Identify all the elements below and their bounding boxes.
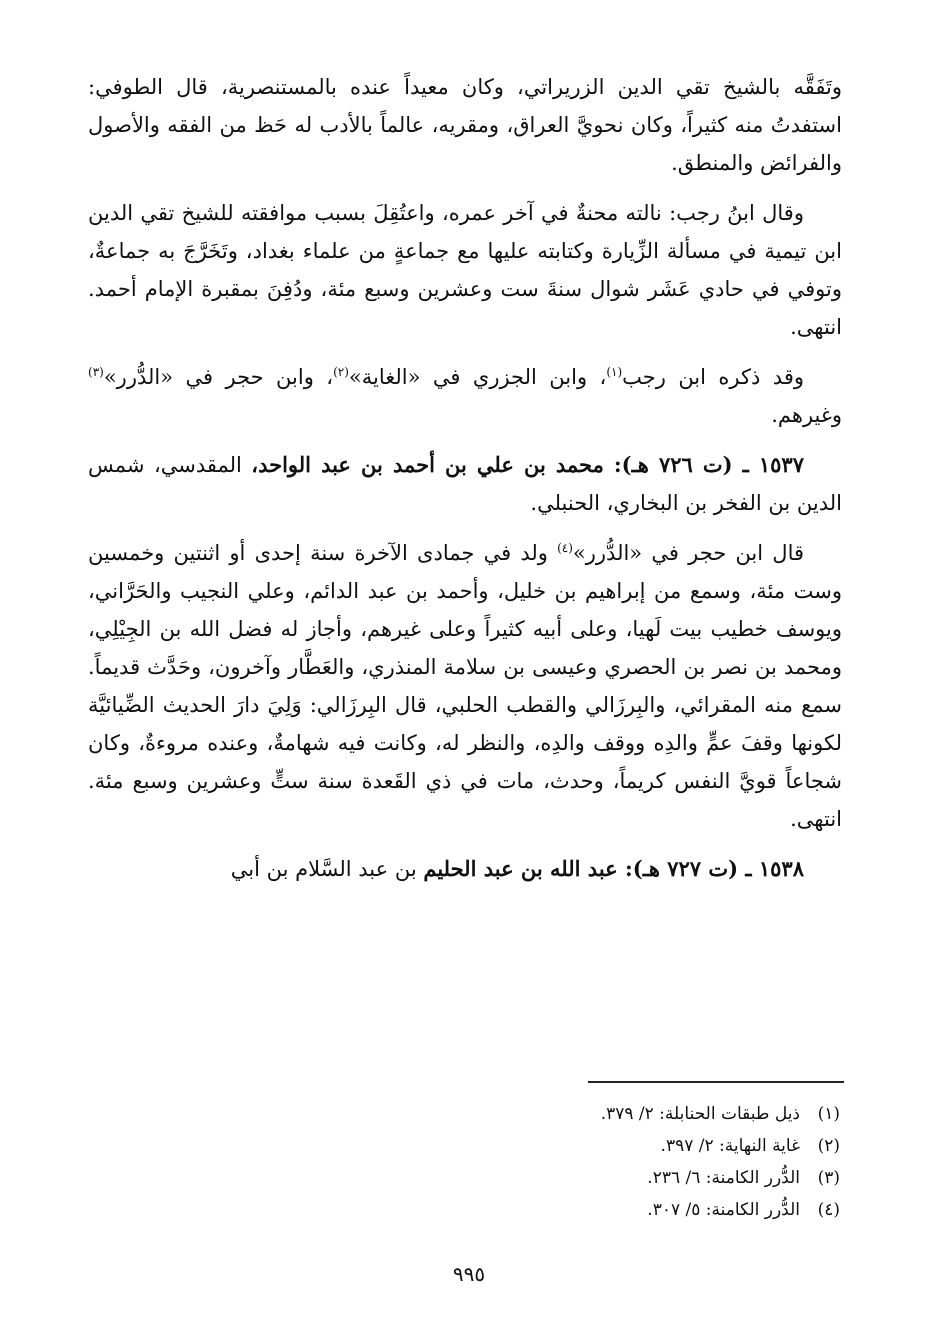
footnote-item [300, 1098, 840, 1130]
paragraph-text: وغيرهم. [771, 403, 842, 427]
entry-1538 [88, 850, 842, 888]
paragraph-text: ولد في جمادى الآخرة سنة إحدى أو اثنتين وخمسين وست مئة، وسمع من إبراهيم بن خليل، وأحمد بن عبد الدائم، وعلي النجيب والحَرَّاني، ويوسف خطيب بيت لَهيا، وعلى أبيه كثيراً وعلى غيرهم، وأجاز له فضل الله بن الجِيْلِي، ومحمد بن نصر بن الحصري وعيسى بن سلامة المنذري، والعَطَّار وآخرون، وحَدَّث قديماً. سمع منه المقرائي، والبِرزَالي والقطب الحلبي، قال البِرزَالي: وَلِيَ دارَ الحديث الضِّيائيَّة لكونها وقفَ عمٍّ والدِه ووقف والدِه، والنظر له، وكانت فيه شهامةٌ، وعنده مروءةٌ، وكان شجاعاً قويَّ النفس كريماً، وحدث، مات في ذي القَعدة سنة ستٍّ وعشرين وسبع مئة. انتهى. [88, 541, 842, 831]
paragraph-3 [88, 358, 842, 434]
paragraph-text: وقد ذكره ابن رجب [622, 365, 805, 389]
footnote-ref: (٢) [333, 365, 349, 379]
footnote-text: الدُّرر الكامنة: ٥/ ٣٠٧. [647, 1200, 800, 1220]
paragraph-text: وقال ابنُ رجب: نالته محنةٌ في آخر عمره، واعتُقِلَ بسبب موافقته للشيخ تقي الدين ابن تيمية في مسألة الزِّيارة وكتابته عليها مع جماعةٍ من علماء بغداد، وتَخَرَّجَ به جماعةٌ، وتوفي في حادي عَشَر شوال سنةَ ست وعشرين وسبع مئة، ودُفِنَ بمقبرة الإمام أحمد. انتهى. [88, 201, 842, 339]
page-number: ٩٩٥ [452, 1262, 486, 1286]
footnote-ref: (٤) [557, 541, 573, 555]
footnote-number: (١) [817, 1104, 840, 1124]
entry-heading: ١٥٣٧ ـ (ت ٧٢٦ هـ): محمد بن علي بن أحمد بن عبد الواحد، [251, 452, 804, 477]
footnote-item [300, 1162, 840, 1194]
main-text [88, 68, 842, 900]
paragraph-text: وتَفَقَّه بالشيخ تقي الدين الزريراتي، وكان معيداً عنده بالمستنصرية، قال الطوفي: استفدتُ منه كثيراً، وكان نحويَّ العراق، ومقريه، عالماً بالأدب له حَظ من الفقه والأصول والفرائض والمنطق. [88, 75, 842, 175]
footnote-number: (٣) [817, 1168, 840, 1188]
footnote-item [300, 1130, 840, 1162]
paragraph-text: المقدسي، شمس الدين بن الفخر بن البخاري، الحنبلي. [88, 453, 842, 515]
entry-1537 [88, 446, 842, 522]
paragraph-text: بن عبد السَّلام بن أبي [230, 857, 424, 881]
footnote-number: (٤) [817, 1200, 840, 1220]
paragraph-1 [88, 68, 842, 182]
paragraph-text: ، وابن الجزري في «الغاية» [348, 365, 607, 389]
paragraph-2 [88, 194, 842, 346]
footnote-ref: (٣) [88, 365, 104, 379]
footnote-text: الدُّرر الكامنة: ٦/ ٢٣٦. [647, 1168, 800, 1188]
footnote-ref: (١) [606, 365, 623, 379]
footnote-text: ذيل طبقات الحنابلة: ٢/ ٣٧٩. [600, 1104, 800, 1124]
entry-heading: ١٥٣٨ ـ (ت ٧٢٧ هـ): عبد الله بن عبد الحليم [423, 856, 804, 881]
paragraph-text: قال ابن حجر في «الدُّرر» [572, 541, 805, 565]
footnotes [300, 1098, 840, 1226]
footnote-item [300, 1194, 840, 1226]
footnote-number: (٢) [817, 1136, 840, 1156]
footnote-text: غاية النهاية: ٢/ ٣٩٧. [660, 1136, 800, 1156]
paragraph-text: ، وابن حجر في «الدُّرر» [103, 365, 334, 389]
footnote-separator [588, 1081, 844, 1083]
paragraph-5 [88, 534, 842, 838]
